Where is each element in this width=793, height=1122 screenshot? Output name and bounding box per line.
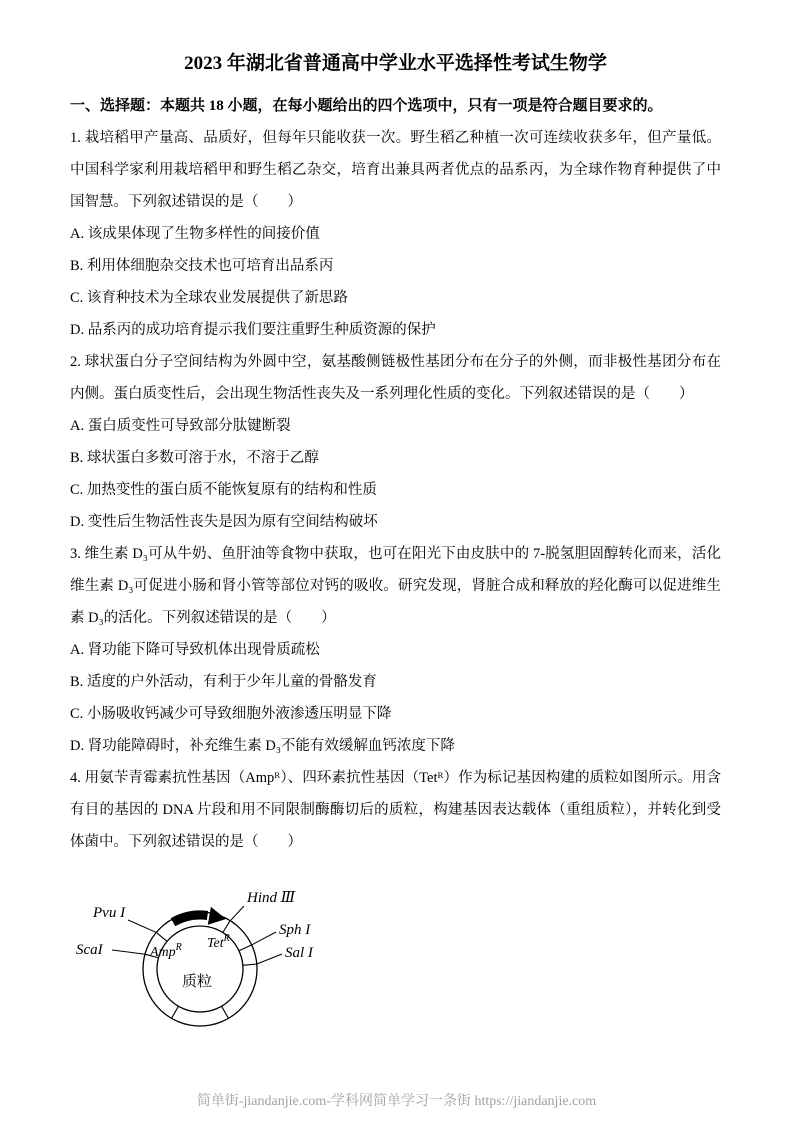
plasmid-center-label: 质粒 bbox=[181, 974, 213, 990]
question-1-stem: 1. 栽培稻甲产量高、品质好，但每年只能收获一次。野生稻乙种植一次可连续收获多年，但产量低。中国科学家利用栽培稻甲和野生稻乙杂交，培育出兼具两者优点的品系丙，为全球作物育种提供了中国智慧。下列叙述错误的是（ ） bbox=[70, 130, 721, 210]
site-label-sphI: Sph I bbox=[279, 922, 311, 938]
question-3-option-b: B. 适度的户外活动，有利于少年儿童的骨骼发育 bbox=[70, 674, 377, 690]
leader-line-sphI bbox=[252, 932, 276, 945]
direction-arrow-icon bbox=[173, 915, 208, 922]
leader-line-scaI bbox=[112, 950, 145, 954]
question-2-option-a: A. 蛋白质变性可导致部分肽键断裂 bbox=[70, 418, 291, 434]
segment-divider-tick-right bbox=[222, 1006, 229, 1018]
section-header: 一、选择题：本题共 18 小题，在每小题给出的四个选项中，只有一项是符合题目要求的。 bbox=[70, 98, 663, 114]
footer-watermark: 简单街-jiandanjie.com-学科网简单学习一条街 https://jiandanjie.com bbox=[196, 1094, 597, 1109]
question-1-option-a: A. 该成果体现了生物多样性的间接价值 bbox=[70, 226, 320, 242]
question-2-stem: 2. 球状蛋白分子空间结构为外圆中空，氨基酸侧链极性基团分布在分子的外侧，而非极性基团分布在内侧。蛋白质变性后，会出现生物活性丧失及一系列理化性质的变化。下列叙述错误的是（ ） bbox=[70, 354, 721, 402]
question-3-stem: 3. 维生素 D₃可从牛奶、鱼肝油等食物中获取，也可在阳光下由皮肤中的 7-脱氢胆固醇转化而来，活化维生素 D₃可促进小肠和肾小管等部位对钙的吸收。研究发现，肾脏合成和释放的羟化酶可以促进维生素 D₃的活化。下列叙述错误的是（ ） bbox=[70, 546, 721, 626]
question-2-option-b: B. 球状蛋白多数可溶于水，不溶于乙醇 bbox=[70, 450, 319, 466]
plasmid-inner-ring bbox=[157, 926, 243, 1012]
site-label-hindIII: Hind Ⅲ bbox=[247, 890, 296, 906]
site-label-pvuI: Pvu I bbox=[93, 905, 126, 921]
question-3-option-a: A. 肾功能下降可导致机体出现骨质疏松 bbox=[70, 642, 320, 658]
gene-label-tet bbox=[207, 933, 230, 951]
site-label-scaI: ScaI bbox=[76, 942, 103, 958]
restriction-site-tick-hindIII bbox=[223, 921, 230, 933]
question-1-option-d: D. 品系丙的成功培育提示我们要注重野生种质资源的保护 bbox=[70, 322, 436, 338]
restriction-site-tick-salI bbox=[243, 964, 257, 965]
question-3-option-d: D. 肾功能障碍时，补充维生素 D₃不能有效缓解血钙浓度下降 bbox=[70, 738, 455, 754]
gene-label-tet-base: Tet bbox=[207, 936, 224, 951]
leader-line-hindIII bbox=[231, 906, 244, 920]
gene-label-amp bbox=[149, 942, 182, 960]
question-1 bbox=[70, 122, 721, 346]
question-2-option-c: C. 加热变性的蛋白质不能恢复原有的结构和性质 bbox=[70, 482, 377, 498]
leader-line-salI bbox=[257, 954, 282, 964]
segment-divider-tick-left bbox=[172, 1006, 179, 1018]
restriction-site-tick-pvuI bbox=[156, 932, 167, 941]
question-2-option-d: D. 变性后生物活性丧失是因为原有空间结构破坏 bbox=[70, 514, 378, 530]
question-4-stem: 4. 用氨苄青霉素抗性基因（Ampᴿ）、四环素抗性基因（Tetᴿ）作为标记基因构建的质粒如图所示。用含有目的基因的 DNA 片段和用不同限制酶酶切后的质粒，构建基因表达载体（重组质粒），并转化到受体菌中。下列叙述错误的是（ ） bbox=[70, 770, 721, 850]
gene-label-tet-sup: R bbox=[223, 933, 230, 944]
gene-label-amp-base: Amp bbox=[150, 945, 176, 960]
leader-line-pvuI bbox=[128, 920, 156, 932]
site-label-salI: Sal I bbox=[285, 945, 313, 961]
question-3-option-c: C. 小肠吸收钙减少可导致细胞外液渗透压明显下降 bbox=[70, 706, 392, 722]
question-2 bbox=[70, 346, 721, 538]
plasmid-outer-ring bbox=[143, 912, 257, 1026]
question-1-option-b: B. 利用体细胞杂交技术也可培育出品系丙 bbox=[70, 258, 334, 274]
page-title: 2023 年湖北省普通高中学业水平选择性考试生物学 bbox=[184, 53, 607, 74]
question-4 bbox=[70, 762, 721, 858]
plasmid-diagram-svg bbox=[70, 864, 380, 1049]
direction-arrowhead-icon bbox=[208, 907, 226, 925]
restriction-site-tick-sphI bbox=[239, 945, 252, 951]
question-1-option-c: C. 该育种技术为全球农业发展提供了新思路 bbox=[70, 290, 348, 306]
gene-label-amp-sup: R bbox=[175, 942, 182, 953]
question-3 bbox=[70, 538, 721, 762]
plasmid-diagram bbox=[70, 864, 721, 1049]
